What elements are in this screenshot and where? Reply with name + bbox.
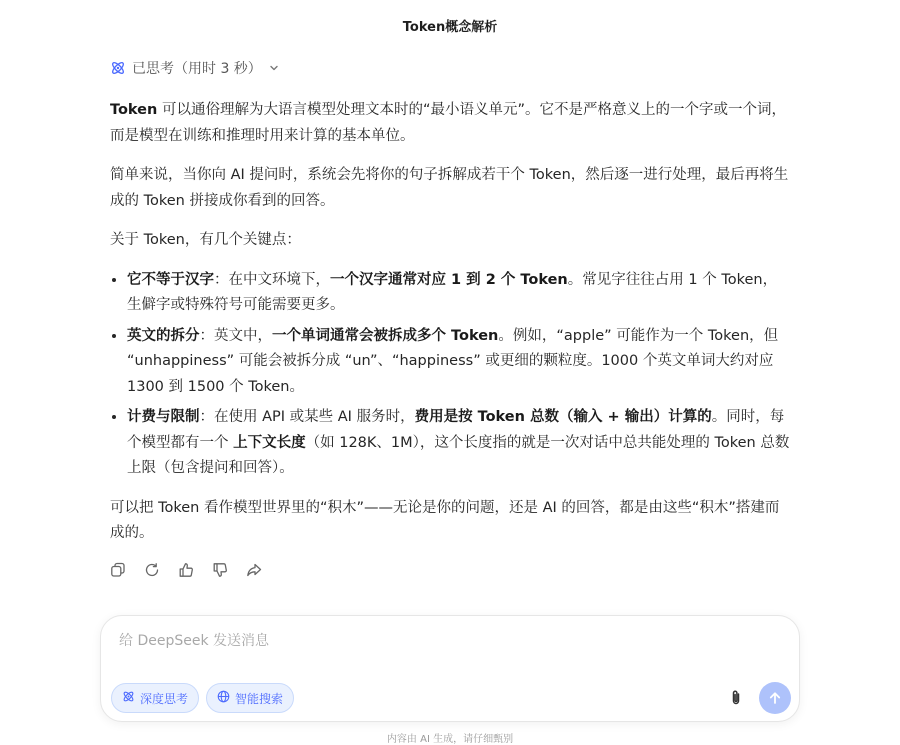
bullet-title: 它不等于汉字 [127, 271, 214, 288]
answer-paragraph: 可以把 Token 看作模型世界里的“积木”——无论是你的问题，还是 AI 的回答，都是由这些“积木”搭建而成的。 [110, 499, 780, 541]
deep-think-toggle[interactable] [111, 683, 199, 713]
attach-button[interactable] [725, 687, 747, 709]
answer-paragraph: 简单来说，当你向 AI 提问时，系统会先将你的句子拆解成若干个 Token，然后逐一进行处理，最后再将生成的 Token 拼接成你看到的回答。 [110, 167, 789, 209]
share-icon [246, 562, 262, 578]
bullet-text: ：在使用 API 或某些 AI 服务时， [199, 409, 415, 425]
arrow-up-icon [767, 690, 783, 706]
thumbs-up-icon [178, 562, 194, 578]
bullet-title: 计费与限制 [127, 409, 200, 425]
thumbs-down-icon [212, 562, 228, 578]
page-title: Token概念解析 [402, 20, 498, 35]
atom-icon [122, 690, 135, 706]
answer-text: 可以通俗理解为大语言模型处理文本时的“最小语义单元”。它不是严格意义上的一个字或一个词，而是模型在训练和推理时用来计算的基本单位。 [110, 102, 786, 144]
bullet-text: ：英文中， [199, 327, 272, 344]
bullet-text: ：在中文环境下， [214, 271, 330, 288]
list-item [127, 324, 790, 401]
bullet-text: 。同时，每个模型都有一个 [127, 409, 785, 451]
answer-paragraph [110, 98, 790, 149]
message-composer [100, 615, 800, 722]
message-input[interactable] [117, 628, 761, 672]
assistant-answer [110, 98, 790, 561]
refresh-icon [144, 562, 160, 578]
atom-icon [110, 60, 126, 76]
like-button[interactable] [176, 560, 196, 580]
copy-icon [110, 562, 126, 578]
dislike-button[interactable] [210, 560, 230, 580]
list-item [127, 268, 790, 319]
message-actions [108, 560, 264, 580]
web-search-toggle[interactable] [206, 683, 294, 713]
bullet-text: 。常见字往往占用 1 个 Token，生僻字或特殊符号可能需要更多。 [127, 271, 778, 313]
thinking-label: 已思考（用时 3 秒） [132, 61, 262, 77]
bullet-bold: 一个单词通常会被拆成多个 Token [272, 327, 499, 344]
thinking-toggle[interactable] [110, 56, 280, 80]
disclaimer-text: 内容由 AI 生成，请仔细甄别 [386, 734, 514, 745]
deep-think-label: 深度思考 [140, 691, 189, 706]
answer-paragraph: 关于 Token，有几个关键点： [110, 232, 301, 248]
bullet-title: 英文的拆分 [127, 327, 200, 344]
paperclip-icon [728, 689, 744, 707]
copy-button[interactable] [108, 560, 128, 580]
bullet-text: （如 128K、1M），这个长度指的就是一次对话中总共能处理的 Token 总数上限（包含提问和回答）。 [127, 434, 790, 476]
bullet-bold: 上下文长度 [233, 434, 306, 451]
list-item [127, 405, 790, 482]
share-button[interactable] [244, 560, 264, 580]
regenerate-button[interactable] [142, 560, 162, 580]
bullet-bold: 一个汉字通常对应 1 到 2 个 Token [330, 271, 568, 288]
bold-term: Token [110, 102, 158, 118]
bullet-text: 。例如，“apple” 可能作为一个 Token，但 “unhappiness” 可能会被拆分成 “un”、“happiness” 或更细的颗粒度。1000 个英文单词大约对应 1300 到 1500 个 Token。 [127, 327, 779, 395]
chevron-down-icon [268, 62, 280, 74]
web-search-label: 智能搜索 [235, 691, 284, 706]
bullet-bold: 费用是按 Token 总数（输入 + 输出）计算的 [414, 409, 712, 425]
send-button[interactable] [759, 682, 791, 714]
key-points-list [110, 268, 790, 482]
globe-icon [217, 690, 230, 706]
